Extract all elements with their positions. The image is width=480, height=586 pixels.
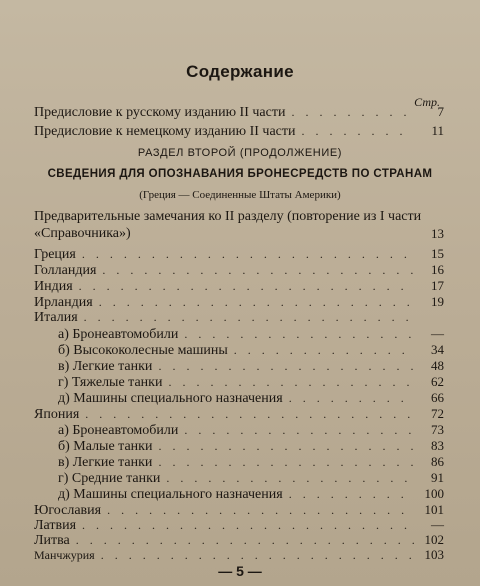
leader-dots — [301, 124, 414, 139]
toc-entry — [58, 422, 444, 439]
toc-entry-page: 103 — [424, 547, 444, 562]
toc-entry-page: 73 — [431, 422, 444, 437]
leader-dots — [82, 247, 414, 262]
toc-entry-label: Предварительные замечания ко II разделу (повторение из I части «Справочника») — [34, 209, 422, 241]
toc-entry-label: Голландия — [34, 263, 97, 278]
toc-entry-page: 48 — [431, 358, 444, 373]
toc-entry-page: 15 — [431, 246, 444, 261]
toc-entry-page: 83 — [431, 438, 444, 453]
leader-dots — [168, 375, 414, 390]
toc-entry-page: 86 — [431, 454, 444, 469]
part-label: РАЗДЕЛ ВТОРОЙ (ПРОДОЛЖЕНИЕ) — [137, 147, 343, 159]
leader-dots — [291, 105, 414, 120]
toc-entry — [58, 454, 444, 471]
toc-entry — [34, 310, 444, 326]
leader-dots — [289, 391, 414, 406]
toc-entry-label: Предисловие к русскому изданию II части — [34, 105, 286, 120]
toc-entry-intro — [34, 208, 444, 242]
page-number: — 5 — — [218, 563, 262, 579]
toc-entry-page: 34 — [431, 342, 444, 357]
leader-dots — [184, 423, 414, 438]
leader-dots — [79, 279, 414, 294]
toc-entry — [58, 374, 444, 391]
leader-dots — [158, 359, 414, 374]
toc-entry-page: 62 — [431, 374, 444, 389]
leader-dots — [234, 343, 414, 358]
leader-dots — [158, 455, 414, 470]
section-heading: СВЕДЕНИЯ ДЛЯ ОПОЗНАВАНИЯ БРОНЕСРЕДСТВ ПО СТРАНАМ — [47, 168, 433, 180]
toc-entry-page: — — [431, 517, 444, 532]
toc-entry — [58, 342, 444, 359]
toc-entry-label: Ирландия — [34, 295, 93, 310]
toc-entry-page: 16 — [431, 262, 444, 277]
toc-entry-label: Манчжурия — [34, 548, 95, 562]
toc-entry-page: 7 — [437, 104, 444, 119]
toc-entry — [58, 326, 444, 343]
leader-dots — [289, 487, 414, 502]
section-subheading: (Греция — Соединенные Штаты Америки) — [139, 189, 341, 201]
toc-entry-label: в) Легкие танки — [58, 359, 153, 374]
toc-entry — [34, 246, 444, 263]
toc-entry-page: 19 — [431, 294, 444, 309]
toc-entry-page: — — [431, 326, 444, 341]
toc-entry-label: Литва — [34, 533, 70, 548]
toc-entry — [58, 470, 444, 487]
toc-entry-label: Япония — [34, 407, 80, 422]
leader-dots — [107, 503, 414, 518]
toc-entry-label: а) Бронеавтомобили — [58, 423, 179, 438]
toc-entry-label: б) Малые танки — [58, 439, 153, 454]
toc-entry — [58, 390, 444, 407]
toc-entry-page: 101 — [424, 502, 444, 517]
toc-entry-page: 72 — [431, 406, 444, 421]
toc-entry — [34, 294, 444, 311]
leader-dots — [99, 295, 414, 310]
toc-entry-page: 13 — [431, 226, 444, 241]
toc-entry-page: 11 — [431, 123, 444, 138]
toc-entry-label: г) Средние танки — [58, 471, 161, 486]
leader-dots — [158, 439, 414, 454]
toc-entry-label: Предисловие к немецкому изданию II части — [34, 124, 296, 139]
toc-entry — [34, 278, 444, 295]
toc-entry-label: в) Легкие танки — [58, 455, 153, 470]
leader-dots — [101, 548, 414, 563]
toc-entry-label: Индия — [34, 279, 73, 294]
toc-entry-page: 17 — [431, 278, 444, 293]
leader-dots — [76, 533, 414, 548]
toc-entry — [34, 123, 444, 140]
toc-entry — [58, 486, 444, 503]
toc-entry — [34, 104, 444, 121]
leader-dots — [102, 263, 414, 278]
toc-entry — [58, 438, 444, 455]
toc-entry — [34, 262, 444, 279]
toc-entry-page: 100 — [424, 486, 444, 501]
toc-entry-label: б) Высококолесные машины — [58, 343, 228, 358]
toc-entry-page: 102 — [424, 532, 444, 547]
toc-entry — [34, 406, 444, 423]
page-column-header: Стр. — [414, 95, 440, 109]
toc-entry-label: Греция — [34, 247, 76, 262]
leader-dots — [184, 327, 414, 342]
leader-dots — [166, 471, 414, 486]
toc-entry-page: 66 — [431, 390, 444, 405]
leader-dots — [85, 407, 414, 422]
leader-dots — [84, 310, 414, 325]
toc-entry-label: Югославия — [34, 503, 102, 518]
toc-entry-label: а) Бронеавтомобили — [58, 327, 179, 342]
toc-entry — [34, 547, 444, 563]
leader-dots — [82, 518, 414, 533]
toc-entry-page: 91 — [431, 470, 444, 485]
toc-entry — [58, 358, 444, 375]
toc-entry-label: д) Машины специального назначения — [58, 487, 283, 502]
toc-entry-label: д) Машины специального назначения — [58, 391, 283, 406]
toc-entry-label: Италия — [34, 310, 78, 325]
page-title: Содержание — [186, 62, 294, 81]
toc-entry-label: Латвия — [34, 518, 77, 533]
toc-entry-label: г) Тяжелые танки — [58, 375, 163, 390]
